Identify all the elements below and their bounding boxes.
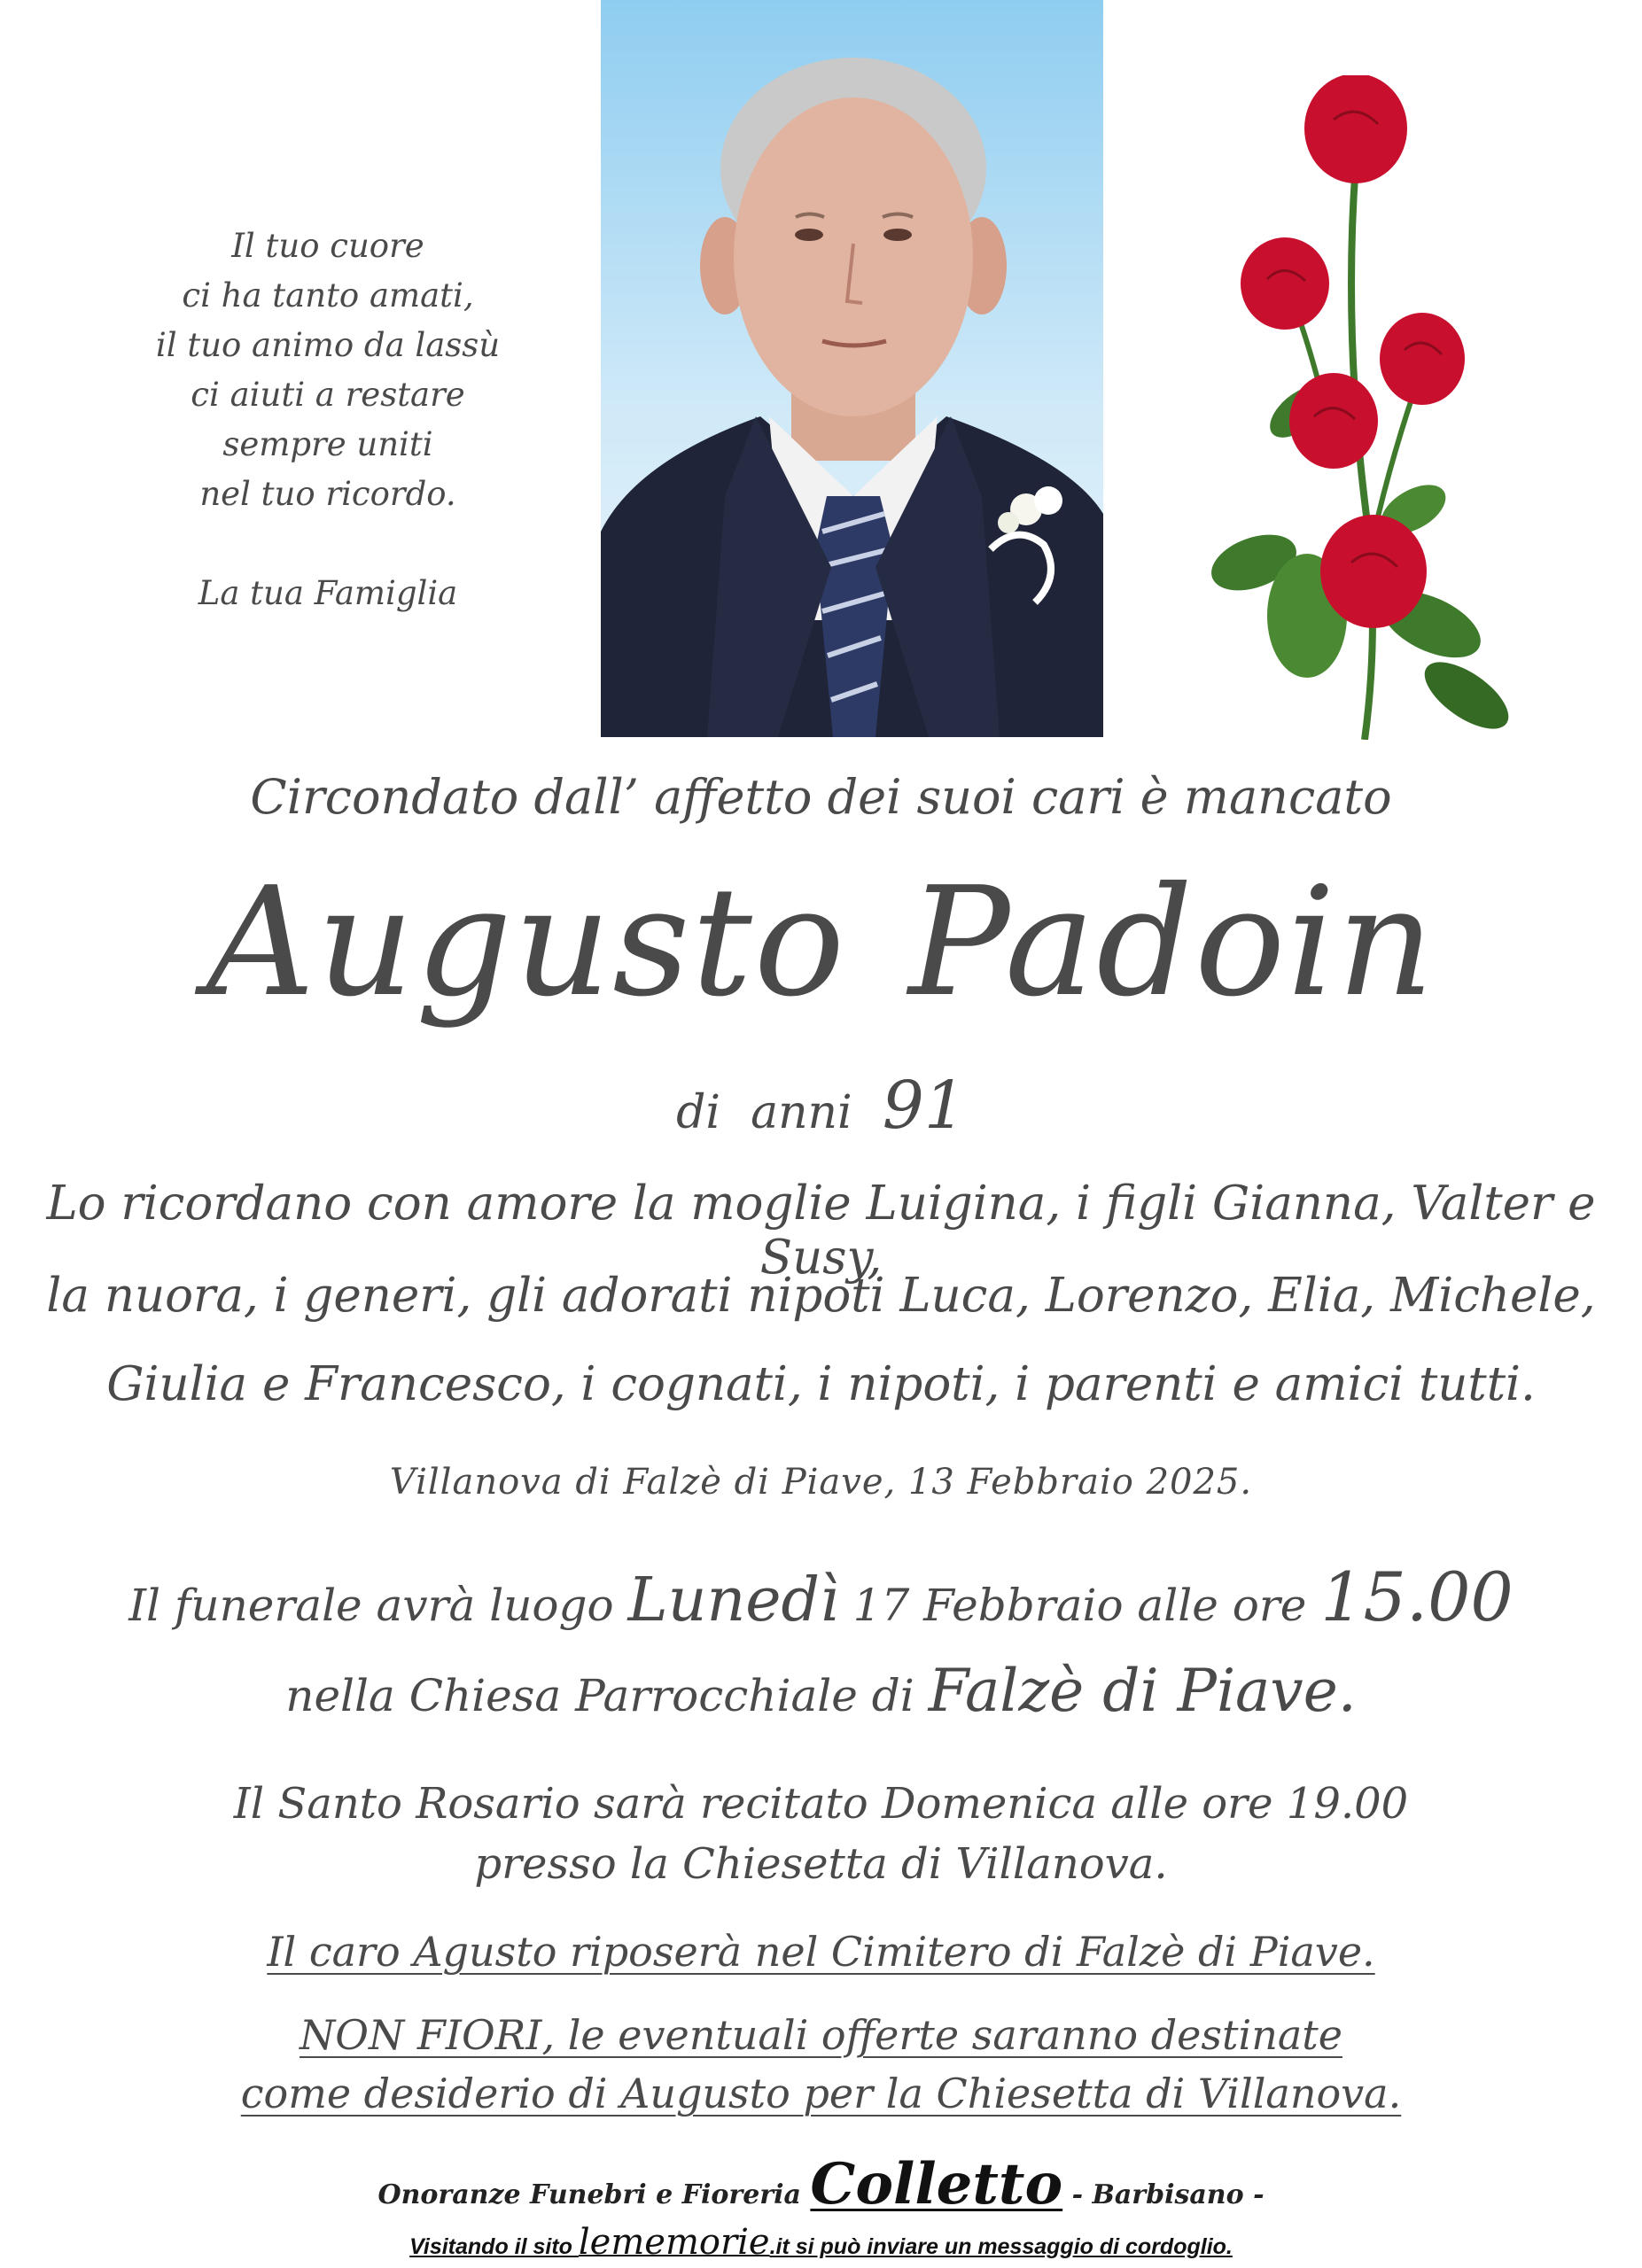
age-value: 91 (882, 1068, 966, 1144)
funeral-church (0, 1657, 1642, 1725)
deceased-name (0, 855, 1642, 1030)
memorial-poem (115, 221, 541, 618)
footer-post: - Barbisano - (1062, 2179, 1265, 2210)
website-tld[interactable]: .it (769, 2234, 790, 2259)
first-name: Augusto (206, 855, 847, 1030)
poem-line: il tuo animo da lassù (155, 326, 501, 364)
footer-pre: Onoranze Funebri e Fioreria (377, 2179, 811, 2210)
website-link[interactable]: lememorie (578, 2222, 770, 2263)
family-line: la nuora, i generi, gli adorati nipoti Luca, Lorenzo, Elia, Michele, (46, 1269, 1596, 1323)
poem-line: sempre uniti (222, 425, 433, 463)
website-note (0, 2222, 1642, 2263)
age-di: di (676, 1086, 721, 1139)
rosary-line: presso la Chiesetta di Villanova. (474, 1839, 1168, 1889)
portrait-photo (601, 0, 1103, 737)
funeral-time (0, 1557, 1642, 1636)
visit-pre: Visitando il sito (409, 2234, 579, 2259)
funeral-home-logo: Colletto (810, 2151, 1063, 2218)
funeral-day: Lunedì (627, 1565, 839, 1635)
age-line (0, 1068, 1642, 1144)
poem-line: nel tuo ricordo. (199, 475, 456, 513)
poem-line: ci ha tanto amati, (182, 276, 474, 315)
funeral-home-credit (0, 2151, 1642, 2218)
rose-icon (1201, 75, 1555, 740)
poem-line: ci aiuti a restare (191, 376, 465, 414)
funeral-mid: 17 Febbraio alle ore (838, 1580, 1321, 1631)
funeral-pre: Il funerale avrà luogo (128, 1580, 628, 1631)
cemetery-line (0, 1928, 1642, 1976)
cemetery-text: Il caro Agusto riposerà nel Cimitero di Falzè di Piave. (267, 1928, 1375, 1976)
last-name: Padoin (908, 855, 1436, 1030)
family-line: Giulia e Francesco, i cognati, i nipoti, i parenti e amici tutti. (106, 1357, 1536, 1411)
visit-post: si può inviare un messaggio di cordoglio. (789, 2234, 1233, 2259)
portrait-illustration (601, 0, 1103, 737)
flowers-line (0, 2011, 1642, 2059)
poem-line: Il tuo cuore (231, 227, 424, 265)
church-place: Falzè di Piave. (928, 1657, 1357, 1725)
family-line: Lo ricordano con amore la moglie Luigina, i figli Gianna, Valter e Susy, (46, 1177, 1596, 1285)
rosary-line: Il Santo Rosario sarà recitato Domenica alle ore 19.00 (233, 1779, 1409, 1829)
flowers-line (0, 2070, 1642, 2117)
funeral-hour: 15.00 (1320, 1557, 1514, 1636)
red-roses-decoration (1201, 75, 1555, 740)
church-pre: nella Chiesa Parrocchiale di (285, 1670, 929, 1721)
flowers-text: NON FIORI, le eventuali offerte saranno destinate (300, 2011, 1342, 2059)
poem-signature: La tua Famiglia (198, 574, 458, 612)
place-date: Villanova di Falzè di Piave, 13 Febbraio 2025. (389, 1462, 1253, 1503)
intro-text: Circondato dall’ affetto dei suoi cari è mancato (250, 769, 1392, 825)
flowers-text: come desiderio di Augusto per la Chiesetta di Villanova. (240, 2070, 1402, 2117)
age-anni: anni (751, 1086, 852, 1139)
